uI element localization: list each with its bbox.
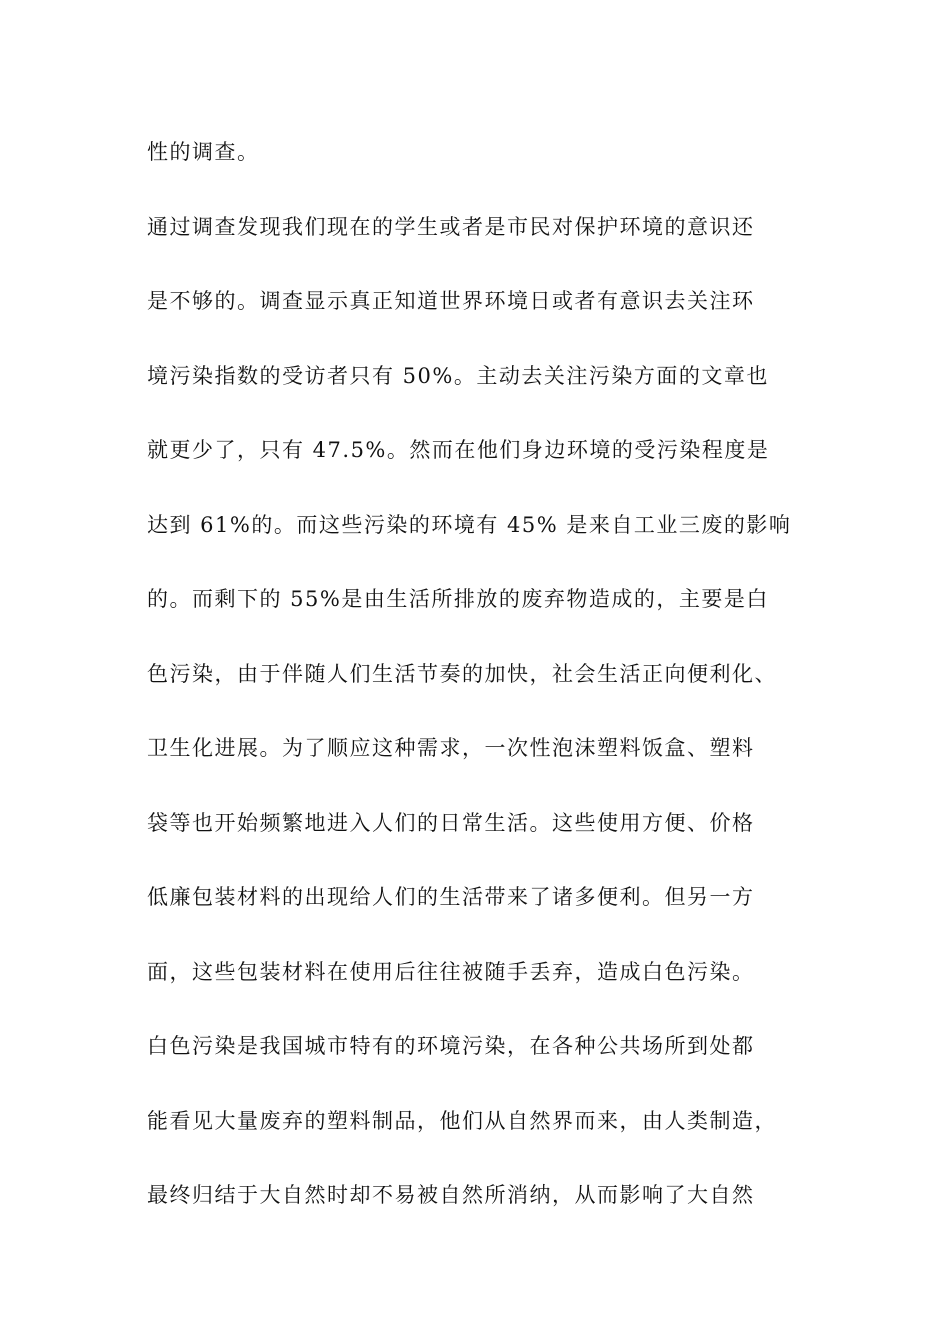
- text-line: 卫生化进展。为了顺应这种需求，一次性泡沫塑料饭盒、塑料: [147, 736, 755, 760]
- text-line: 就更少了，只有 47.5%。然而在他们身边环境的受污染程度是: [147, 438, 770, 462]
- text-line: 性的调查。: [147, 140, 260, 164]
- text-line: 袋等也开始频繁地进入人们的日常生活。这些使用方便、价格: [147, 810, 755, 835]
- text-line: 达到 61%的。而这些污染的环境有 45% 是来自工业三废的影响: [147, 512, 792, 537]
- text-line: 低廉包装材料的出现给人们的生活带来了诸多便利。但另一方: [147, 885, 755, 909]
- text-line: 境污染指数的受访者只有 50%。主动去关注污染方面的文章也: [147, 363, 769, 388]
- text-line: 是不够的。调查显示真正知道世界环境日或者有意识去关注环: [147, 289, 755, 313]
- text-line: 面，这些包装材料在使用后往往被随手丢弃，造成白色污染。: [147, 959, 755, 984]
- text-line: 能看见大量废弃的塑料制品，他们从自然界而来，由人类制造，: [147, 1108, 777, 1133]
- body-text: [147, 132, 817, 1250]
- text-line: 色污染，由于伴随人们生活节奏的加快，社会生活正向便利化、: [147, 661, 777, 686]
- text-line: 通过调查发现我们现在的学生或者是市民对保护环境的意识还: [147, 214, 755, 239]
- text-line: 最终归结于大自然时却不易被自然所消纳，从而影响了大自然: [147, 1183, 755, 1207]
- text-line: 白色污染是我国城市特有的环境污染，在各种公共场所到处都: [147, 1034, 755, 1058]
- text-line: 的。而剩下的 55%是由生活所排放的废弃物造成的，主要是白: [147, 587, 769, 611]
